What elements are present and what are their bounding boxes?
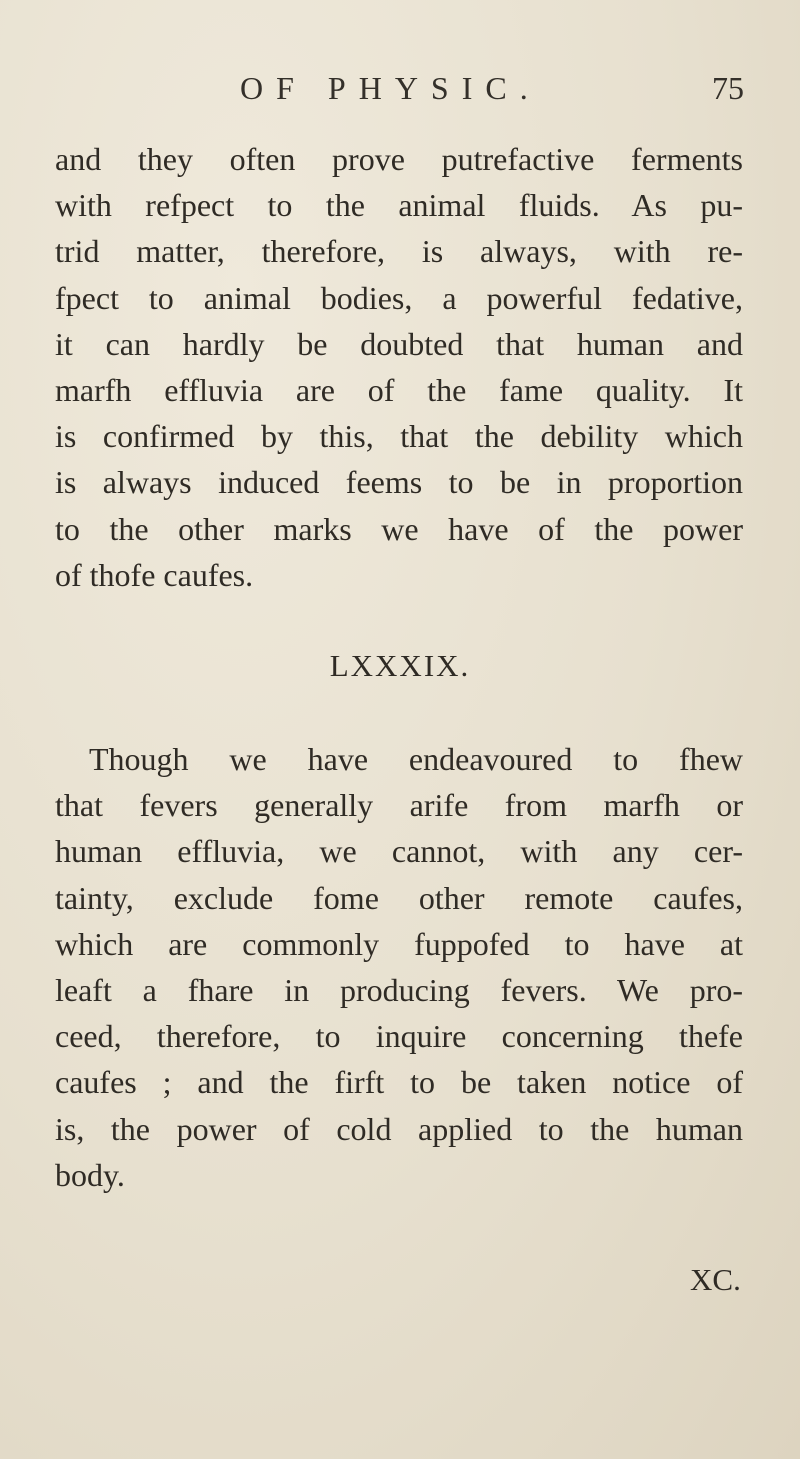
text-line: ceed, therefore, to inquire concerning thefe: [55, 1018, 743, 1055]
text-line: to the other marks we have of the power: [55, 510, 743, 547]
text-line: caufes ; and the firft to be taken notice of: [55, 1064, 743, 1101]
text-line: trid matter, therefore, is always, with re-: [55, 233, 743, 270]
running-title: OF PHYSIC.: [240, 70, 541, 106]
text-line: tainty, exclude fome other remote caufes,: [55, 879, 743, 916]
text-line: body.: [55, 1156, 125, 1193]
catchword: XC.: [690, 1262, 741, 1297]
text-line: fpect to animal bodies, a powerful fedative,: [55, 279, 743, 316]
paragraph: [55, 736, 743, 1198]
text-line: Though we have endeavoured to fhew: [89, 741, 743, 777]
text-line: is always induced feems to be in proportion: [55, 464, 743, 501]
text-line: which are commonly fuppofed to have at: [55, 925, 743, 962]
text-line: leaft a fhare in producing fevers. We pro-: [55, 972, 743, 1009]
text-line: it can hardly be doubted that human and: [55, 325, 743, 362]
text-line: and they often prove putrefactive ferments: [55, 141, 743, 177]
text-line: of thofe caufes.: [55, 556, 254, 593]
text-line: marfh effluvia are of the fame quality. It: [55, 372, 743, 409]
text-line: with refpect to the animal fluids. As pu-: [55, 187, 743, 224]
text-line: is confirmed by this, that the debility which: [55, 418, 743, 455]
text-line: is, the power of cold applied to the human: [55, 1110, 743, 1147]
paragraph-continued: [55, 136, 743, 598]
text-line: human effluvia, we cannot, with any cer-: [55, 833, 743, 870]
page-number: 75: [712, 70, 744, 106]
running-head: [0, 70, 800, 114]
section-heading: LXXXIX.: [329, 648, 471, 683]
text-line: that fevers generally arife from marfh or: [55, 787, 743, 824]
